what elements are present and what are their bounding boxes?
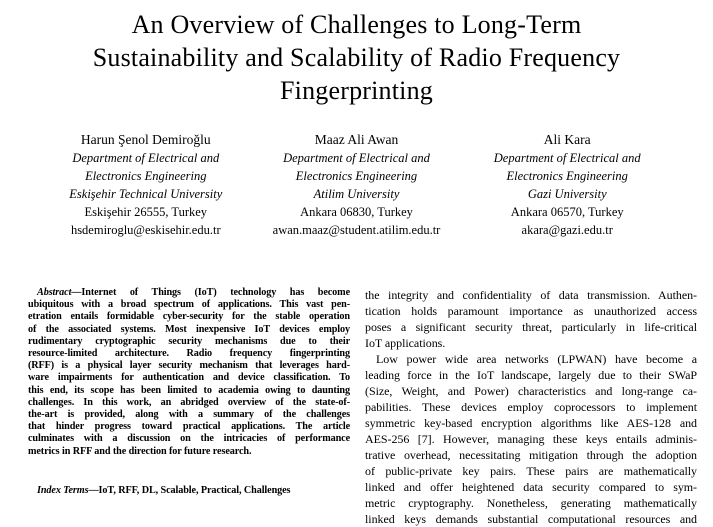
two-column-body bbox=[28, 287, 697, 526]
body-line: the integrity and confidentiality of data transmission. Authen- bbox=[365, 288, 697, 302]
body-line: leading force in the IoT landscape, largely due to their SWaP bbox=[365, 368, 697, 382]
body-line: (Size, Weight, and Power) characteristics and long-range ca- bbox=[365, 384, 697, 398]
author-department-line: Electronics Engineering bbox=[295, 169, 418, 183]
author-email: hsdemiroglu@eskisehir.edu.tr bbox=[70, 223, 221, 237]
author-university: Gazi University bbox=[527, 187, 607, 201]
body-line: AES-256 [7]. However, managing these keys entails adminis- bbox=[365, 432, 697, 446]
author-university: Atilim University bbox=[313, 187, 400, 201]
author-department-line: Electronics Engineering bbox=[506, 169, 628, 183]
abstract-line: culminates with a discussion on the intricacies of performance bbox=[28, 433, 350, 445]
author-email: akara@gazi.edu.tr bbox=[521, 223, 613, 237]
body-text-column bbox=[365, 287, 697, 526]
author-email: awan.maaz@student.atilim.edu.tr bbox=[272, 223, 441, 237]
author-department-line: Department of Electrical and bbox=[493, 151, 641, 165]
body-line: IoT applications. bbox=[365, 336, 446, 350]
title-line-3: Fingerprinting bbox=[279, 76, 433, 105]
abstract-line: etration entails formidable cyber-security for the stable operation bbox=[28, 311, 350, 323]
body-line: poses a significant security threat, particularly in life-critical bbox=[365, 320, 697, 334]
paper-title bbox=[0, 8, 713, 107]
abstract-line: the-art is provided, along with a summary of the challenges bbox=[28, 409, 350, 421]
body-line: symmetric key-based encryption algorithms like AES-128 and bbox=[365, 416, 697, 430]
abstract-lines bbox=[28, 299, 350, 458]
author-department-line: Department of Electrical and bbox=[283, 151, 430, 165]
abstract-line: that hinder progress toward practical applications. The article bbox=[28, 421, 350, 433]
author-department-line: Electronics Engineering bbox=[85, 169, 207, 183]
body-line: pabilities. These devices employ coprocessors to implement bbox=[365, 400, 697, 414]
abstract-line: challenges. In this work, an abridged overview of the state-of- bbox=[28, 396, 350, 408]
body-line-clipped: linked keys demands substantial computational resources and bbox=[365, 512, 697, 526]
author-name: Maaz Ali Awan bbox=[314, 132, 399, 147]
body-line: of public-private key pairs. These pairs are mathematically bbox=[365, 464, 697, 478]
author-address: Eskişehir 26555, Turkey bbox=[84, 205, 208, 219]
author-university: Eskişehir Technical University bbox=[69, 187, 223, 201]
body-line: Low power wide area networks (LPWAN) have become a bbox=[376, 352, 697, 366]
author-address: Ankara 06830, Turkey bbox=[300, 205, 413, 219]
index-terms-label: Index Terms bbox=[37, 484, 89, 496]
abstract-line: ware impairments for authentication and device classification. To bbox=[28, 372, 350, 384]
title-line-2: Sustainability and Scalability of Radio Frequency bbox=[92, 43, 621, 72]
author-block-1 bbox=[42, 131, 250, 239]
abstract-line: resource-limited architecture. Radio frequency fingerprinting bbox=[28, 348, 350, 360]
body-line: linked and offer heightened data security compared to sym- bbox=[365, 480, 697, 494]
title-line-1: An Overview of Challenges to Long-Term bbox=[131, 10, 582, 39]
body-line: trative overhead, necessitating mitigation through the adoption bbox=[365, 448, 697, 462]
author-department-line: Department of Electrical and bbox=[72, 151, 220, 165]
authors-row bbox=[42, 131, 671, 239]
abstract-label: Abstract bbox=[37, 287, 72, 298]
paper-page bbox=[0, 8, 713, 524]
abstract-column bbox=[28, 287, 350, 516]
abstract-line: of the associated systems. Most inexpensive IoT devices employ bbox=[28, 323, 350, 335]
index-terms-line bbox=[28, 485, 350, 497]
author-name: Harun Şenol Demiroğlu bbox=[80, 132, 211, 147]
body-line: tication holds paramount importance as unauthorized access bbox=[365, 304, 697, 318]
abstract-line: rudimentary cryptographic security mechanisms due to their bbox=[28, 335, 350, 347]
abstract-first-line bbox=[28, 287, 350, 299]
author-block-3 bbox=[463, 131, 671, 239]
index-terms-text: —IoT, RFF, DL, Scalable, Practical, Challenges bbox=[88, 484, 291, 496]
abstract-line: this end, its scope has been limited to academia owing to daunting bbox=[28, 384, 350, 396]
body-line: metric cryptography. Nonetheless, generating mathematically bbox=[365, 496, 697, 510]
author-block-2 bbox=[253, 131, 461, 239]
abstract-line: metrics in RFF and the direction for future research. bbox=[28, 445, 252, 457]
author-name: Ali Kara bbox=[543, 132, 591, 147]
abstract-line: ubiquitous with a broad spectrum of applications. This vast pen- bbox=[28, 299, 350, 311]
abstract-first-line-text: —Internet of Things (IoT) technology has become bbox=[71, 287, 350, 298]
author-address: Ankara 06570, Turkey bbox=[510, 205, 624, 219]
abstract-line: (RFF) is a physical layer security mechanism that leverages hard- bbox=[28, 360, 350, 372]
